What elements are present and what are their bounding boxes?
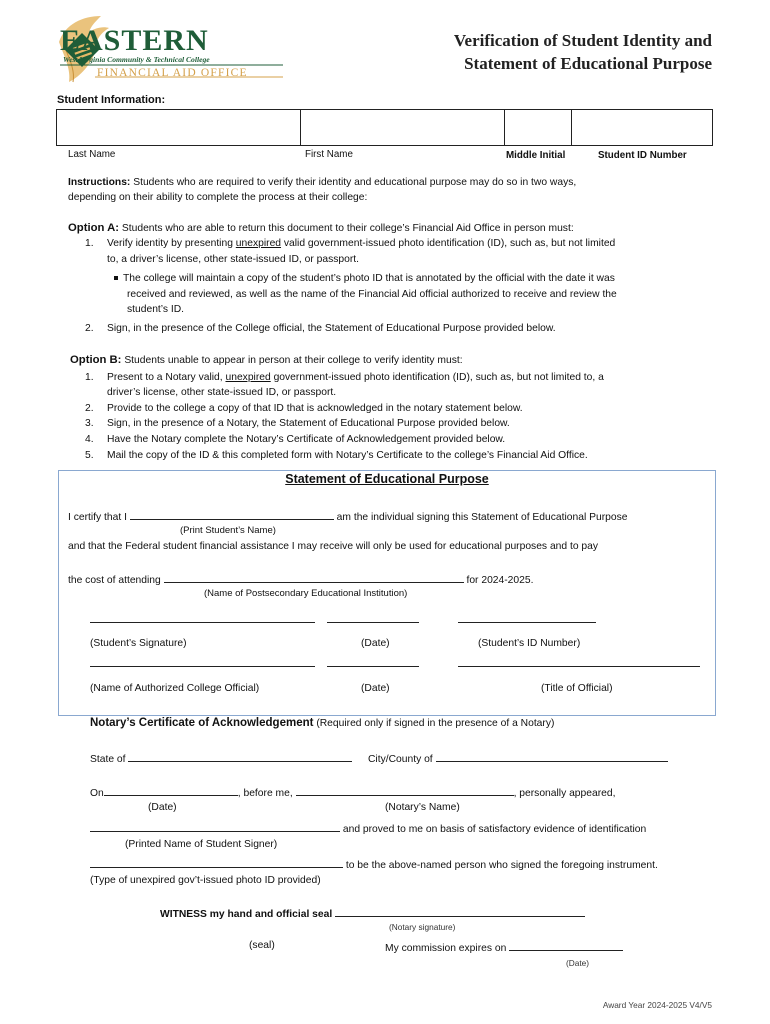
option-a-item2: Sign, in the presence of the College official, the Statement of Educational Purpose provided below.: [107, 323, 556, 334]
option-a-bullet-line2: received and reviewed, as well as the name of the Financial Aid official authorized to receive and review the: [127, 289, 617, 300]
certify-line: I certify that I am the individual signing this Statement of Educational Purpose: [68, 509, 627, 523]
instructions-line2: depending on their ability to complete the process at their college:: [68, 192, 368, 203]
student-name-blank[interactable]: [130, 509, 334, 520]
logo-office: FINANCIAL AID OFFICE: [97, 67, 248, 79]
notary-heading: Notary’s Certificate of Acknowledgement (Required only if signed in the presence of a Notary): [90, 717, 555, 729]
option-a-bullet: The college will maintain a copy of the student’s photo ID that is annotated by the official with the date it was: [114, 273, 615, 284]
official-title-caption: (Title of Official): [541, 683, 613, 694]
on-date-blank[interactable]: [104, 785, 238, 796]
commission-line: My commission expires on: [385, 940, 623, 954]
option-b-item1-line2: driver’s license, other state-issued ID, or passport.: [107, 387, 337, 398]
witness-line: WITNESS my hand and official seal: [160, 906, 585, 920]
option-a-intro: Option A: Students who are able to return this document to their college’s Financial Aid Office in person must:: [68, 222, 574, 234]
student-id-label: Student ID Number: [598, 150, 687, 161]
option-b-item5: Mail the copy of the ID & this completed form with Notary’s Certificate to the college’s Financial Aid Office.: [107, 450, 588, 461]
option-b-item3-num: 3.: [85, 418, 94, 429]
signer-name-blank[interactable]: [90, 821, 340, 832]
official-title-line[interactable]: [458, 666, 700, 667]
date-caption-1: (Date): [361, 638, 390, 649]
student-id-caption: (Student’s ID Number): [478, 638, 581, 649]
form-title-line1: Verification of Student Identity and: [453, 31, 712, 50]
notary-name-caption: (Notary’s Name): [385, 802, 460, 813]
foregoing-line: to be the above-named person who signed the foregoing instrument.: [90, 857, 658, 871]
date-line-2[interactable]: [327, 666, 419, 667]
commission-date-caption: (Date): [566, 958, 590, 968]
student-id-field[interactable]: [572, 110, 712, 145]
notary-name-blank[interactable]: [296, 785, 514, 796]
date-line-1[interactable]: [327, 622, 419, 623]
option-b-intro: Option B: Students unable to appear in person at their college to verify identity must:: [70, 354, 463, 366]
statement-line2: and that the Federal student financial assistance I may receive will only be used for educational purposes and to pay: [68, 541, 599, 552]
statement-title: Statement of Educational Purpose: [285, 472, 489, 486]
student-signature-caption: (Student’s Signature): [90, 638, 187, 649]
commission-date-blank[interactable]: [509, 940, 623, 951]
institution-caption: (Name of Postsecondary Educational Institution): [204, 588, 408, 599]
student-signature-line[interactable]: [90, 622, 315, 623]
state-line: State of: [90, 751, 352, 765]
option-a-item1: Verify identity by presenting unexpired valid government-issued photo identification (ID), such as, but not limited: [107, 238, 616, 249]
date-caption-2: (Date): [361, 683, 390, 694]
county-blank[interactable]: [436, 751, 668, 762]
student-info-heading: Student Information:: [57, 94, 166, 106]
notary-signature-caption: (Notary signature): [389, 922, 456, 932]
option-b-item2: Provide to the college a copy of that ID that is acknowledged in the notary statement below.: [107, 403, 523, 414]
county-line: City/County of: [368, 751, 668, 765]
appearance-line: On , before me, , personally appeared,: [90, 785, 615, 799]
print-name-caption: (Print Student’s Name): [180, 525, 276, 536]
option-b-item4-num: 4.: [85, 434, 94, 445]
institution-blank[interactable]: [164, 572, 464, 583]
option-b-item1-num: 1.: [85, 372, 94, 383]
seal-caption: (seal): [249, 940, 275, 951]
award-year-footer: Award Year 2024-2025 V4/V5: [602, 1000, 712, 1010]
notary-signature-blank[interactable]: [335, 906, 585, 917]
cost-line: the cost of attending for 2024-2025.: [68, 572, 533, 586]
option-b-item2-num: 2.: [85, 403, 94, 414]
option-a-item1-num: 1.: [85, 238, 94, 249]
instructions-line1: Instructions: Students who are required to verify their identity and educational purpose may do so in two ways,: [68, 177, 577, 188]
first-name-field[interactable]: [301, 110, 503, 145]
id-type-blank[interactable]: [90, 857, 343, 868]
option-b-item3: Sign, in the presence of a Notary, the Statement of Educational Purpose provided below.: [107, 418, 510, 429]
middle-initial-field[interactable]: [505, 110, 570, 145]
option-b-item4: Have the Notary complete the Notary’s Certificate of Acknowledgement provided below.: [107, 434, 506, 445]
id-type-caption: (Type of unexpired gov’t-issued photo ID provided): [90, 875, 321, 886]
state-blank[interactable]: [128, 751, 352, 762]
bullet-icon: [114, 276, 118, 280]
form-title-line2: Statement of Educational Purpose: [464, 54, 712, 73]
option-b-item5-num: 5.: [85, 450, 94, 461]
date-caption-3: (Date): [148, 802, 177, 813]
printed-signer-caption: (Printed Name of Student Signer): [125, 839, 278, 850]
option-a-item2-num: 2.: [85, 323, 94, 334]
official-name-caption: (Name of Authorized College Official): [90, 683, 260, 694]
option-a-item1-line2: to, a driver’s license, other state-issued ID, or passport.: [107, 254, 360, 265]
first-name-label: First Name: [305, 149, 353, 160]
logo-subtitle: West Virginia Community & Technical College: [63, 55, 210, 64]
proved-line: and proved to me on basis of satisfactory evidence of identification: [90, 821, 646, 835]
logo-wordmark: EASTERN: [60, 24, 209, 57]
last-name-field[interactable]: [57, 110, 299, 145]
last-name-label: Last Name: [68, 149, 116, 160]
option-b-item1: Present to a Notary valid, unexpired government-issued photo identification (ID), such as, but not limited to, a: [107, 372, 604, 383]
official-name-line[interactable]: [90, 666, 315, 667]
middle-initial-label: Middle Initial: [506, 150, 566, 161]
student-id-line[interactable]: [458, 622, 596, 623]
option-a-bullet-line3: student’s ID.: [127, 304, 185, 315]
